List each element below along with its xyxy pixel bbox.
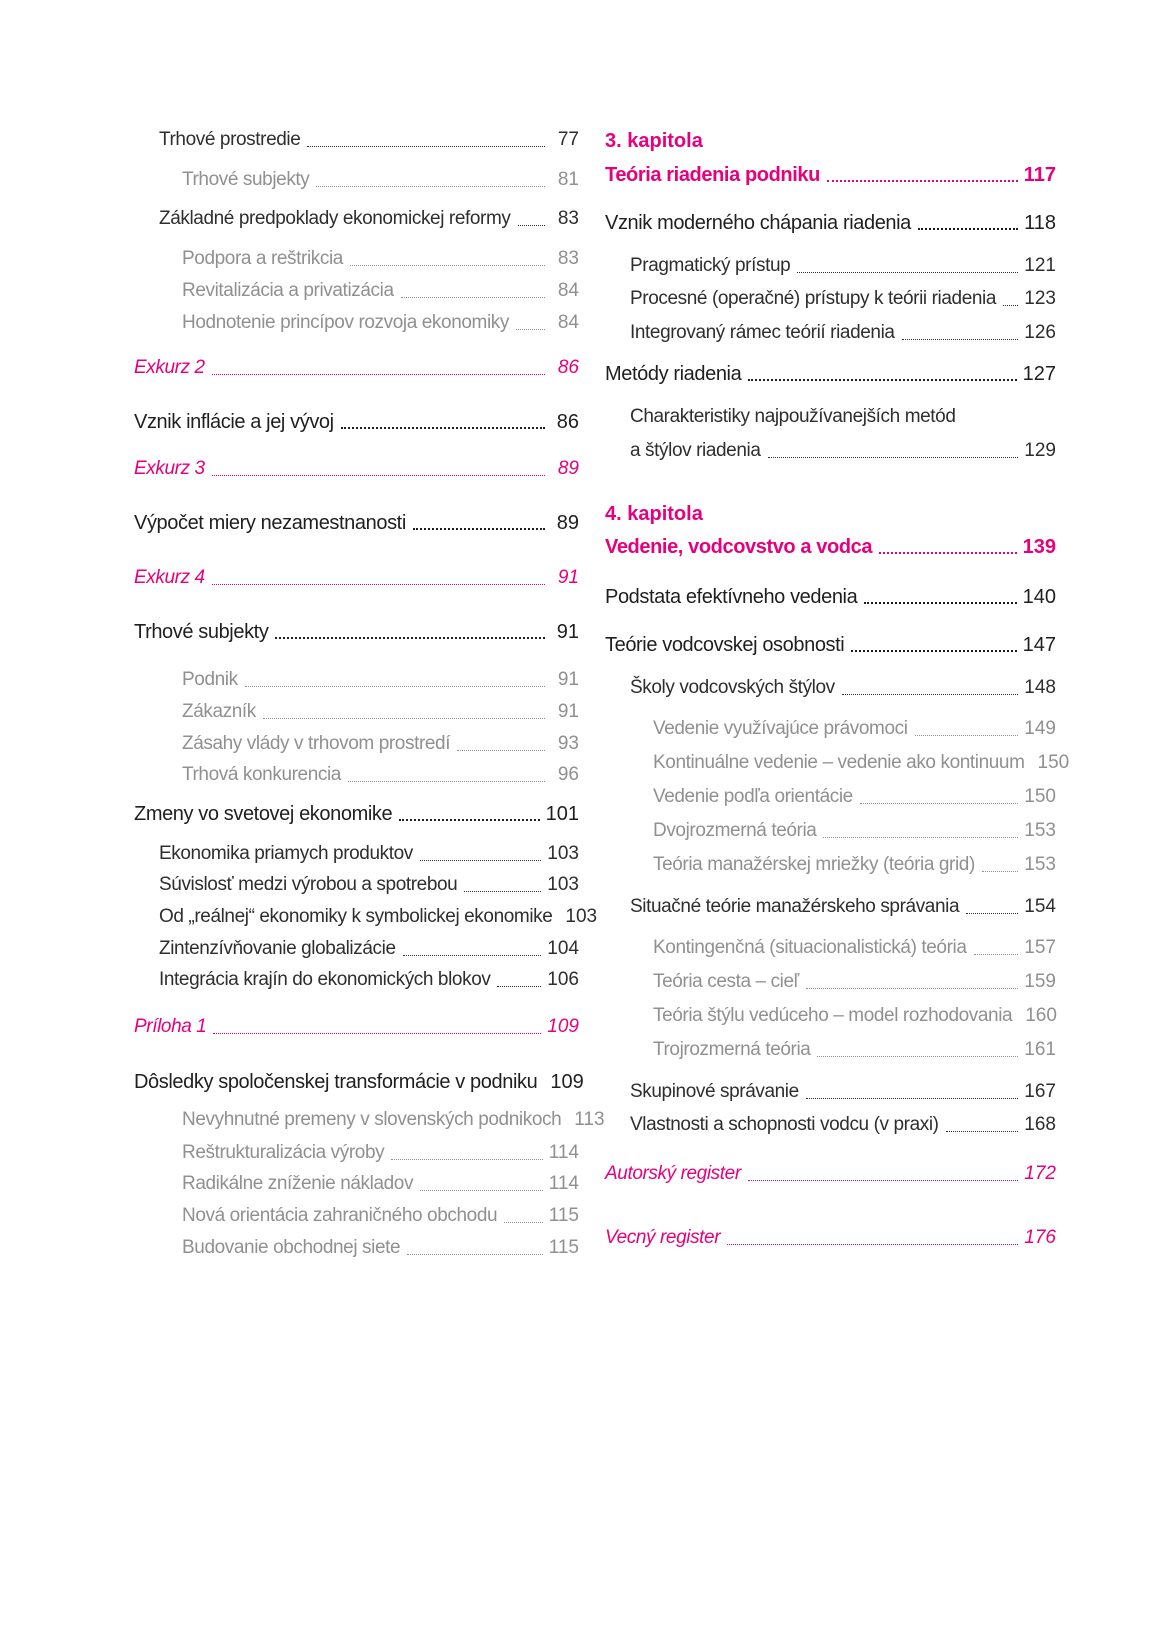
toc-entry-trhove-subjekty[interactable] [182, 168, 579, 192]
dot-leader [212, 475, 545, 476]
page-number: 84 [557, 280, 579, 301]
toc-entry-title: Skupinové správanie [630, 1081, 799, 1102]
dot-leader [864, 602, 1016, 604]
toc-entry-title: Trhová konkurencia [182, 764, 341, 785]
toc-entry-vedenie-podla-orientacie[interactable] [653, 785, 1056, 809]
toc-entry-title-line: Charakteristiky najpoužívanejších metód [630, 406, 956, 427]
dot-leader [902, 339, 1019, 340]
toc-entry-title: Vedenie, vodcovstvo a vodca [605, 536, 873, 558]
page-number: 89 [556, 512, 579, 534]
toc-entry-zasahy-vlady-v-trhovom-prostredi[interactable] [182, 732, 579, 756]
page-number: 91 [557, 701, 579, 722]
page-number: 83 [557, 248, 579, 269]
toc-entry-title: Trojrozmerná teória [653, 1039, 811, 1060]
dot-leader [212, 374, 545, 375]
page-number: 121 [1024, 255, 1056, 276]
dot-leader [504, 1222, 543, 1223]
toc-entry-kontingencna-situacionalisticka-teoria[interactable] [653, 936, 1056, 960]
toc-entry-vecny-register[interactable] [605, 1226, 1056, 1250]
toc-entry-title: Základné predpoklady ekonomickej reformy [159, 208, 511, 229]
page-number: 139 [1022, 536, 1056, 558]
toc-entry-title: Reštrukturalizácia výroby [182, 1142, 385, 1163]
toc-entry-zintenzivnovanie-globalizacie[interactable] [159, 937, 579, 961]
toc-entry-restrukturalizacia-vyroby[interactable] [182, 1141, 579, 1165]
page-number: 148 [1024, 677, 1056, 698]
dot-leader [403, 955, 542, 956]
toc-entry-title: Zákazník [182, 701, 256, 722]
dot-leader [842, 694, 1019, 695]
dot-leader [879, 552, 1017, 554]
toc-entry-title: Ekonomika priamych produktov [159, 843, 413, 864]
dot-leader [391, 1159, 542, 1160]
toc-entry-title: Autorský register [605, 1163, 741, 1184]
dot-leader [817, 1056, 1018, 1057]
page-number: 161 [1024, 1039, 1056, 1060]
toc-entry-teoria-cesta-ciel[interactable] [653, 970, 1056, 994]
dot-leader [263, 718, 545, 719]
toc-entry-teoria-manazerskej-mriezky-teoria-grid[interactable] [653, 853, 1056, 877]
page-number: 117 [1023, 164, 1056, 186]
toc-entry-teoria-stylu-veduceho-model-rozhodovania[interactable] [653, 1004, 1056, 1028]
chapter-label: 3. kapitola [605, 130, 703, 152]
toc-entry-exkurz-3[interactable] [134, 457, 579, 481]
page-number: 126 [1024, 322, 1056, 343]
toc-entry-budovanie-obchodnej-siete[interactable] [182, 1236, 579, 1260]
toc-entry-title: Kontinuálne vedenie – vedenie ako kontinuum [653, 752, 1025, 773]
toc-entry-trojrozmerna-teoria[interactable] [653, 1038, 1056, 1062]
toc-entry-title: Exkurz 2 [134, 357, 205, 378]
toc-entry-nova-orientacia-zahranicneho-obchodu[interactable] [182, 1204, 579, 1228]
dot-leader [946, 1131, 1019, 1132]
toc-entry-title: Metódy riadenia [605, 363, 742, 385]
dot-leader [860, 803, 1018, 804]
toc-entry-title: Zásahy vlády v trhovom prostredí [182, 733, 451, 754]
page-number: 114 [548, 1142, 579, 1163]
dot-leader [464, 891, 541, 892]
toc-entry-dosledky-spolocenskej-transformacie-v-podniku[interactable] [134, 1070, 584, 1094]
dot-leader [307, 146, 545, 147]
toc-entry-title: Nevyhnutné premeny v slovenských podnikoch [182, 1109, 562, 1130]
page-number: 172 [1024, 1163, 1056, 1184]
page-number: 168 [1024, 1114, 1056, 1135]
toc-entry-title: Radikálne zníženie nákladov [182, 1173, 414, 1194]
toc-entry-vypocet-miery-nezamestnanosti[interactable] [134, 511, 579, 535]
toc-entry-title: Podstata efektívneho vedenia [605, 586, 858, 608]
toc-entry-title: Revitalizácia a privatizácia [182, 280, 394, 301]
toc-entry-title: Zintenzívňovanie globalizácie [159, 938, 396, 959]
toc-entry-skupinove-spravanie[interactable] [630, 1080, 1056, 1104]
toc-entry-title: Vlastnosti a schopnosti vodcu (v praxi) [630, 1114, 939, 1135]
toc-entry-title: Exkurz 3 [134, 458, 205, 479]
toc-entry-title: Integrácia krajín do ekonomických blokov [159, 969, 491, 990]
dot-leader [497, 986, 541, 987]
toc-entry-title: Trhové subjekty [182, 169, 310, 190]
dot-leader [516, 329, 545, 330]
toc-entry-title: Teória riadenia podniku [605, 164, 820, 186]
toc-entry-situacne-teorie-manazerskeho-spravania[interactable] [630, 895, 1056, 919]
dot-leader [407, 1254, 543, 1255]
toc-entry-title: Integrovaný rámec teórií riadenia [630, 322, 895, 343]
page-number: 113 [574, 1109, 605, 1130]
toc-entry-zmeny-vo-svetovej-ekonomike[interactable] [134, 802, 579, 826]
toc-entry-podstata-efektivneho-vedenia[interactable] [605, 585, 1056, 609]
page-number: 159 [1024, 971, 1056, 992]
toc-entry-trhova-konkurencia[interactable] [182, 763, 579, 787]
dot-leader [797, 272, 1018, 273]
page-number: 129 [1024, 440, 1056, 461]
page-number: 115 [548, 1237, 579, 1258]
dot-leader [827, 180, 1018, 182]
page-number: 81 [557, 169, 579, 190]
dot-leader [401, 297, 545, 298]
dot-leader [420, 860, 541, 861]
dot-leader [399, 819, 539, 821]
dot-leader [727, 1244, 1018, 1245]
dot-leader [341, 427, 545, 429]
toc-entry-vlastnosti-a-schopnosti-vodcu-v-praxi[interactable] [630, 1113, 1056, 1137]
toc-entry-vznik-inflacie-a-jej-vyvoj[interactable] [134, 410, 579, 434]
page-number: 154 [1024, 896, 1056, 917]
toc-entry-priloha-1[interactable] [134, 1015, 579, 1039]
dot-leader [748, 1180, 1019, 1181]
toc-entry-title: Vznik moderného chápania riadenia [605, 212, 911, 234]
page-number: 77 [557, 129, 579, 150]
dot-leader [851, 650, 1016, 652]
page-number: 103 [565, 906, 598, 927]
page-number: 103 [547, 843, 579, 864]
toc-entry-teorie-vodcovskej-osobnosti[interactable] [605, 633, 1056, 657]
toc-entry-title: Od „reálnej“ ekonomiky k symbolickej ekonomike [159, 906, 553, 927]
page-number: 86 [556, 411, 579, 433]
toc-entry-kontinualne-vedenie-vedenie-ako-kontinuum[interactable] [653, 751, 1070, 775]
toc-entry-trhove-prostredie[interactable] [159, 128, 579, 152]
toc-entry-title: Kontingenčná (situacionalistická) teória [653, 937, 967, 958]
dot-leader [457, 750, 545, 751]
page-number: 150 [1024, 786, 1056, 807]
page-number: 140 [1022, 586, 1056, 608]
page-number: 147 [1022, 634, 1056, 656]
page-number: 150 [1037, 752, 1070, 773]
page-number: 91 [557, 567, 579, 588]
dot-leader [918, 228, 1018, 230]
page-number: 109 [550, 1071, 584, 1093]
toc-entry-od-realnej-ekonomiky-k-symbolickej-ekonomike[interactable] [159, 905, 598, 929]
toc-entry-title: Budovanie obchodnej siete [182, 1237, 401, 1258]
dot-leader [245, 686, 545, 687]
dot-leader [974, 954, 1019, 955]
toc-entry-title: a štýlov riadenia [630, 440, 761, 461]
toc-entry-exkurz-4[interactable] [134, 566, 579, 590]
page-number: 176 [1024, 1227, 1056, 1248]
toc-entry-integrovany-ramec-teorii-riadenia[interactable] [630, 321, 1056, 345]
dot-leader [348, 781, 545, 782]
page-number: 153 [1024, 854, 1056, 875]
toc-entry-title: Procesné (operačné) prístupy k teórii riadenia [630, 288, 997, 309]
page-number: 83 [557, 208, 579, 229]
toc-entry-podnik[interactable] [182, 668, 579, 692]
page-number: 118 [1024, 212, 1056, 234]
toc-entry-title: Hodnotenie princípov rozvoja ekonomiky [182, 312, 509, 333]
toc-entry-title: Trhové subjekty [134, 621, 269, 643]
toc-entry-autorsky-register[interactable] [605, 1162, 1056, 1186]
toc-entry-title: Výpočet miery nezamestnanosti [134, 512, 406, 534]
toc-entry-title: Vznik inflácie a jej vývoj [134, 411, 334, 433]
toc-entry-title: Vecný register [605, 1227, 721, 1248]
toc-entry-title: Teória štýlu vedúceho – model rozhodovania [653, 1005, 1013, 1026]
dot-leader [768, 457, 1019, 458]
dot-leader [413, 528, 545, 530]
toc-entry-teoria-riadenia-podniku[interactable] [605, 163, 1056, 187]
toc-entry-title: Podnik [182, 669, 238, 690]
page-number: 106 [547, 969, 579, 990]
page-number: 89 [557, 458, 579, 479]
page-number: 104 [547, 938, 579, 959]
page-number: 167 [1024, 1081, 1056, 1102]
toc-entry-title: Teória manažérskej mriežky (teória grid) [653, 854, 975, 875]
toc-entry-title: Príloha 1 [134, 1016, 207, 1037]
dot-leader [275, 637, 545, 639]
page-number: 101 [545, 803, 579, 825]
page-number: 149 [1024, 718, 1056, 739]
toc-entry-a-stylov-riadenia[interactable] [630, 439, 1056, 463]
dot-leader [966, 913, 1018, 914]
page-number: 153 [1024, 820, 1056, 841]
dot-leader [915, 735, 1019, 736]
page-number: 84 [557, 312, 579, 333]
toc-entry-title: Situačné teórie manažérskeho správania [630, 896, 960, 917]
dot-leader [806, 988, 1019, 989]
toc-entry-vedenie-vodcovstvo-a-vodca[interactable] [605, 535, 1056, 559]
dot-leader [823, 837, 1018, 838]
toc-entry-nevyhnutne-premeny-v-slovenskych-podnikoch[interactable] [182, 1108, 605, 1132]
dot-leader [213, 1033, 541, 1034]
dot-leader [1003, 305, 1018, 306]
page-number: 93 [557, 733, 579, 754]
chapter-label: 4. kapitola [605, 503, 703, 525]
toc-entry-vedenie-vyuzivajuce-pravomoci[interactable] [653, 717, 1056, 741]
dot-leader [212, 584, 545, 585]
page-number: 96 [557, 764, 579, 785]
page-number: 127 [1022, 363, 1056, 385]
toc-entry-zakladne-predpoklady-ekonomickej-reformy[interactable] [159, 207, 579, 231]
toc-entry-pragmaticky-pristup[interactable] [630, 254, 1056, 278]
toc-entry-exkurz-2[interactable] [134, 356, 579, 380]
dot-leader [316, 186, 545, 187]
page-number: 115 [548, 1205, 579, 1226]
toc-entry-title: Vedenie využívajúce právomoci [653, 718, 908, 739]
toc-entry-title: Súvislosť medzi výrobou a spotrebou [159, 874, 458, 895]
toc-entry-radikalne-znizenie-nakladov[interactable] [182, 1172, 579, 1196]
toc-entry-dvojrozmerna-teoria[interactable] [653, 819, 1056, 843]
page-number: 91 [557, 669, 579, 690]
toc-entry-revitalizacia-a-privatizacia[interactable] [182, 279, 579, 303]
toc-entry-title: Teórie vodcovskej osobnosti [605, 634, 845, 656]
toc-entry-title: Dvojrozmerná teória [653, 820, 817, 841]
toc-entry-title: Nová orientácia zahraničného obchodu [182, 1205, 498, 1226]
toc-entry-title: Pragmatický prístup [630, 255, 791, 276]
toc-entry-title: Zmeny vo svetovej ekonomike [134, 803, 393, 825]
dot-leader [518, 225, 545, 226]
page-number: 109 [547, 1016, 579, 1037]
toc-entry-podpora-a-restrikcia[interactable] [182, 247, 579, 271]
toc-entry-title: Školy vodcovských štýlov [630, 677, 835, 698]
page-number: 86 [557, 357, 579, 378]
toc-entry-title: Exkurz 4 [134, 567, 205, 588]
dot-leader [806, 1098, 1019, 1099]
toc-entry-title: Dôsledky spoločenskej transformácie v podniku [134, 1071, 538, 1093]
toc-entry-title: Teória cesta – cieľ [653, 971, 799, 992]
page-number: 114 [548, 1173, 579, 1194]
dot-leader [350, 265, 545, 266]
toc-entry-vznik-moderneho-chapania-riadenia[interactable] [605, 211, 1056, 235]
toc-entry-title: Vedenie podľa orientácie [653, 786, 853, 807]
toc-entry-zakaznik[interactable] [182, 700, 579, 724]
page-number: 160 [1025, 1005, 1057, 1026]
toc-entry-skoly-vodcovskych-stylov[interactable] [630, 676, 1056, 700]
toc-entry-title: Podpora a reštrikcia [182, 248, 343, 269]
toc-entry-suvislost-medzi-vyrobou-a-spotrebou[interactable] [159, 873, 579, 897]
dot-leader [748, 379, 1016, 381]
toc-entry-ekonomika-priamych-produktov[interactable] [159, 842, 579, 866]
toc-entry-metody-riadenia[interactable] [605, 362, 1056, 386]
page-number: 91 [556, 621, 579, 643]
page-number: 157 [1024, 937, 1056, 958]
page-number: 123 [1024, 288, 1056, 309]
dot-leader [420, 1190, 543, 1191]
toc-entry-procesne-operacne-pristupy-k-teorii-riadenia[interactable] [630, 287, 1056, 311]
page-number: 103 [547, 874, 579, 895]
toc-entry-hodnotenie-principov-rozvoja-ekonomiky[interactable] [182, 311, 579, 335]
toc-entry-trhove-subjekty[interactable] [134, 620, 579, 644]
toc-entry-integracia-krajin-do-ekonomickych-blokov[interactable] [159, 968, 579, 992]
dot-leader [982, 871, 1018, 872]
toc-entry-title: Trhové prostredie [159, 129, 301, 150]
